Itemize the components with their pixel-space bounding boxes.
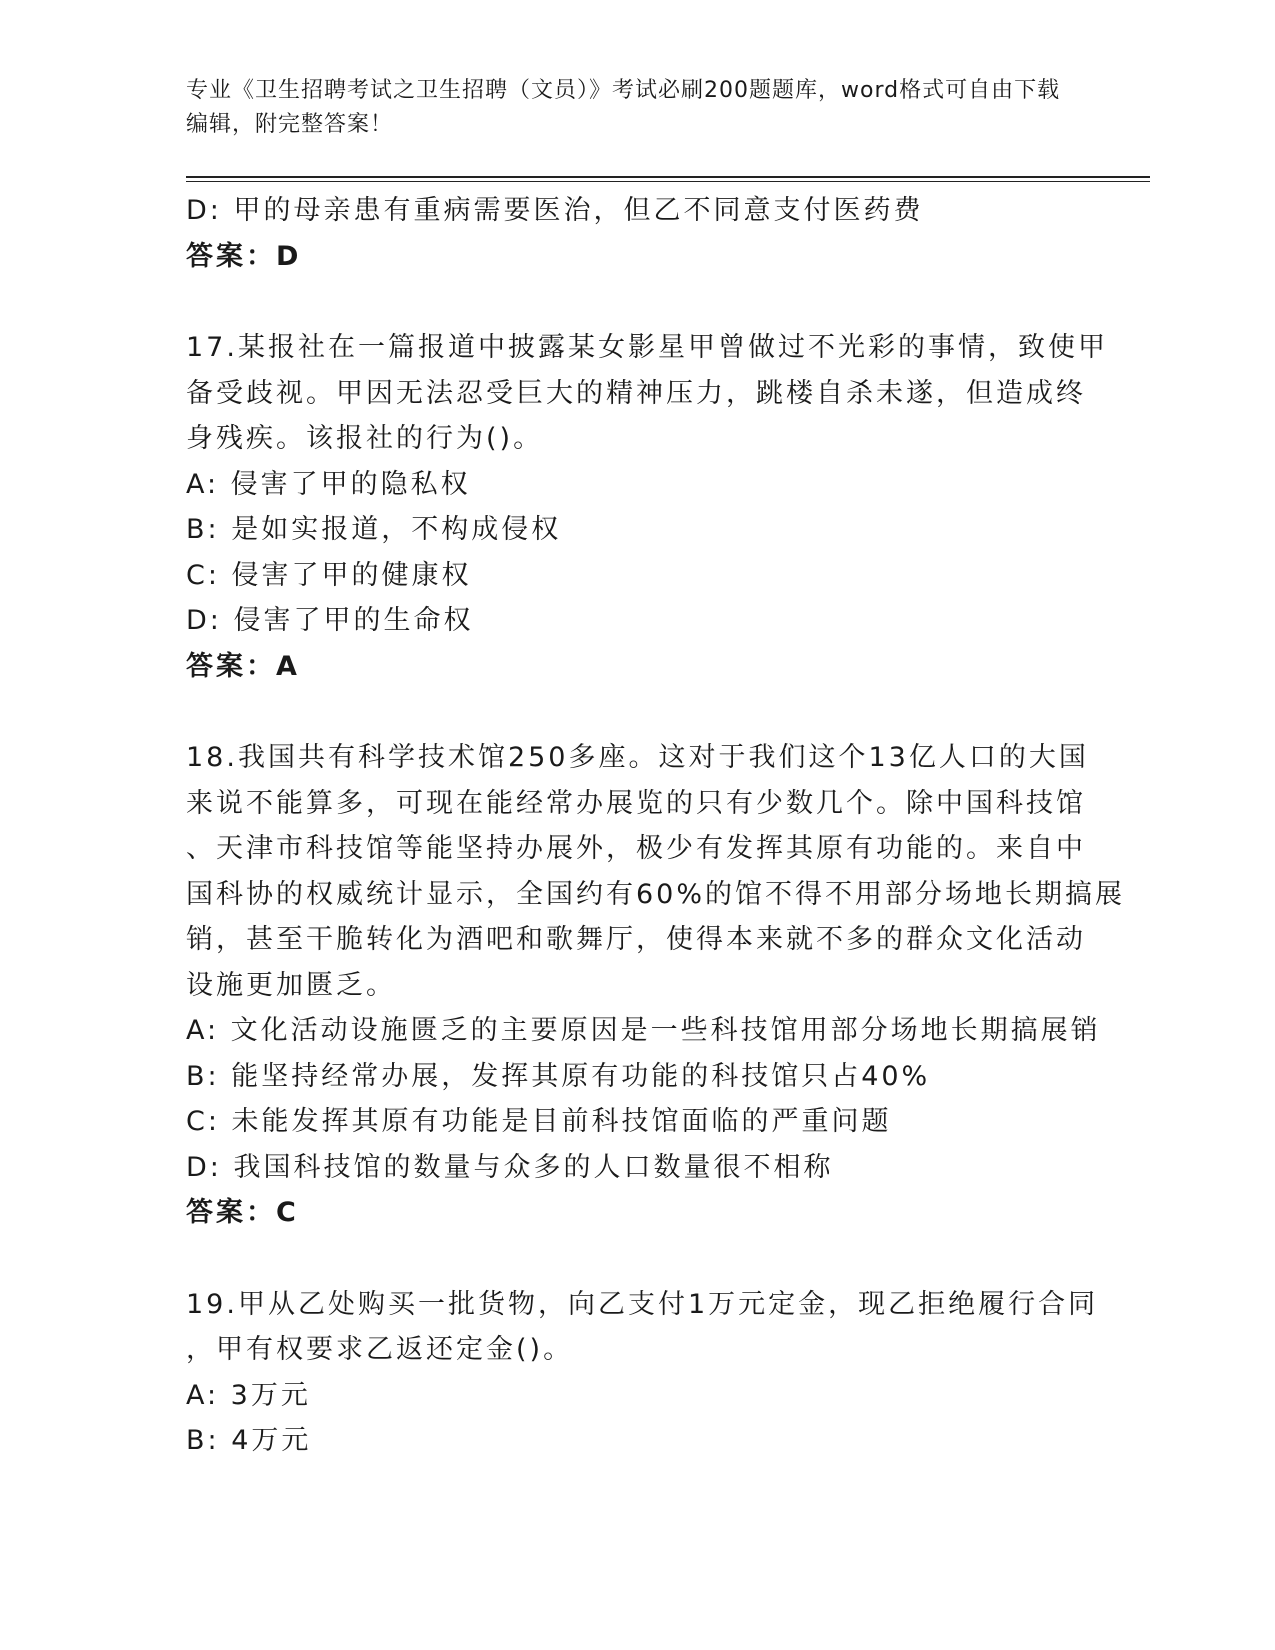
question-text-line: 来说不能算多，可现在能经常办展览的只有少数几个。除中国科技馆	[186, 787, 1086, 819]
answer-line: 答案：A	[186, 650, 300, 682]
option-d: D: 甲的母亲患有重病需要医治，但乙不同意支付医药费	[186, 195, 924, 226]
option-d: D: 侵害了甲的生命权	[186, 605, 474, 636]
option-b: B: 是如实报道，不构成侵权	[186, 514, 562, 545]
question-text-line: 备受歧视。甲因无法忍受巨大的精神压力，跳楼自杀未遂，但造成终	[186, 377, 1086, 409]
option-b: B: 4万元	[186, 1425, 312, 1456]
header-divider-thick	[186, 176, 1150, 178]
question-text-line: 设施更加匮乏。	[186, 969, 396, 1001]
spacer	[186, 689, 1086, 735]
spacer	[186, 279, 1086, 325]
question-content	[186, 188, 1126, 1464]
question-text-line: 国科协的权威统计显示，全国约有60%的馆不得不用部分场地长期搞展	[186, 878, 1126, 910]
option-a: A: 侵害了甲的隐私权	[186, 468, 471, 500]
option-d: D: 我国科技馆的数量与众多的人口数量很不相称	[186, 1151, 834, 1183]
header-divider-thin	[186, 181, 1150, 182]
option-a: A: 3万元	[186, 1379, 311, 1411]
option-b: B: 能坚持经常办展，发挥其原有功能的科技馆只占40%	[186, 1060, 931, 1092]
question-block-17	[186, 325, 1108, 689]
document-header: 专业《卫生招聘考试之卫生招聘（文员）》考试必刷200题题库，word格式可自由下载编辑，附完整答案！	[186, 78, 1061, 137]
question-block-19	[186, 1282, 1099, 1464]
option-a: A: 文化活动设施匮乏的主要原因是一些科技馆用部分场地长期搞展销	[186, 1015, 1101, 1046]
question-text-line: 19.甲从乙处购买一批货物，向乙支付1万元定金，现乙拒绝履行合同	[186, 1288, 1099, 1320]
question-text-line: ，甲有权要求乙返还定金()。	[186, 1334, 574, 1365]
question-text-line: 、天津市科技馆等能坚持办展外，极少有发挥其原有功能的。来自中	[186, 833, 1086, 864]
question-text-line: 18.我国共有科学技术馆250多座。这对于我们这个13亿人口的大国	[186, 742, 1089, 773]
answer-line: 答案：C	[186, 1197, 299, 1228]
question-text-line: 销，甚至干脆转化为酒吧和歌舞厅，使得本来就不多的群众文化活动	[186, 924, 1086, 955]
spacer	[186, 1236, 1086, 1282]
question-text-line: 身残疾。该报社的行为()。	[186, 423, 544, 454]
question-text-line: 17.某报社在一篇报道中披露某女影星甲曾做过不光彩的事情，致使甲	[186, 332, 1108, 363]
answer-line: 答案：D	[186, 240, 302, 272]
option-c: C: 侵害了甲的健康权	[186, 559, 472, 591]
question-block-18	[186, 735, 1126, 1236]
option-c: C: 未能发挥其原有功能是目前科技馆面临的严重问题	[186, 1106, 892, 1137]
question-block-16-tail	[186, 188, 1086, 279]
